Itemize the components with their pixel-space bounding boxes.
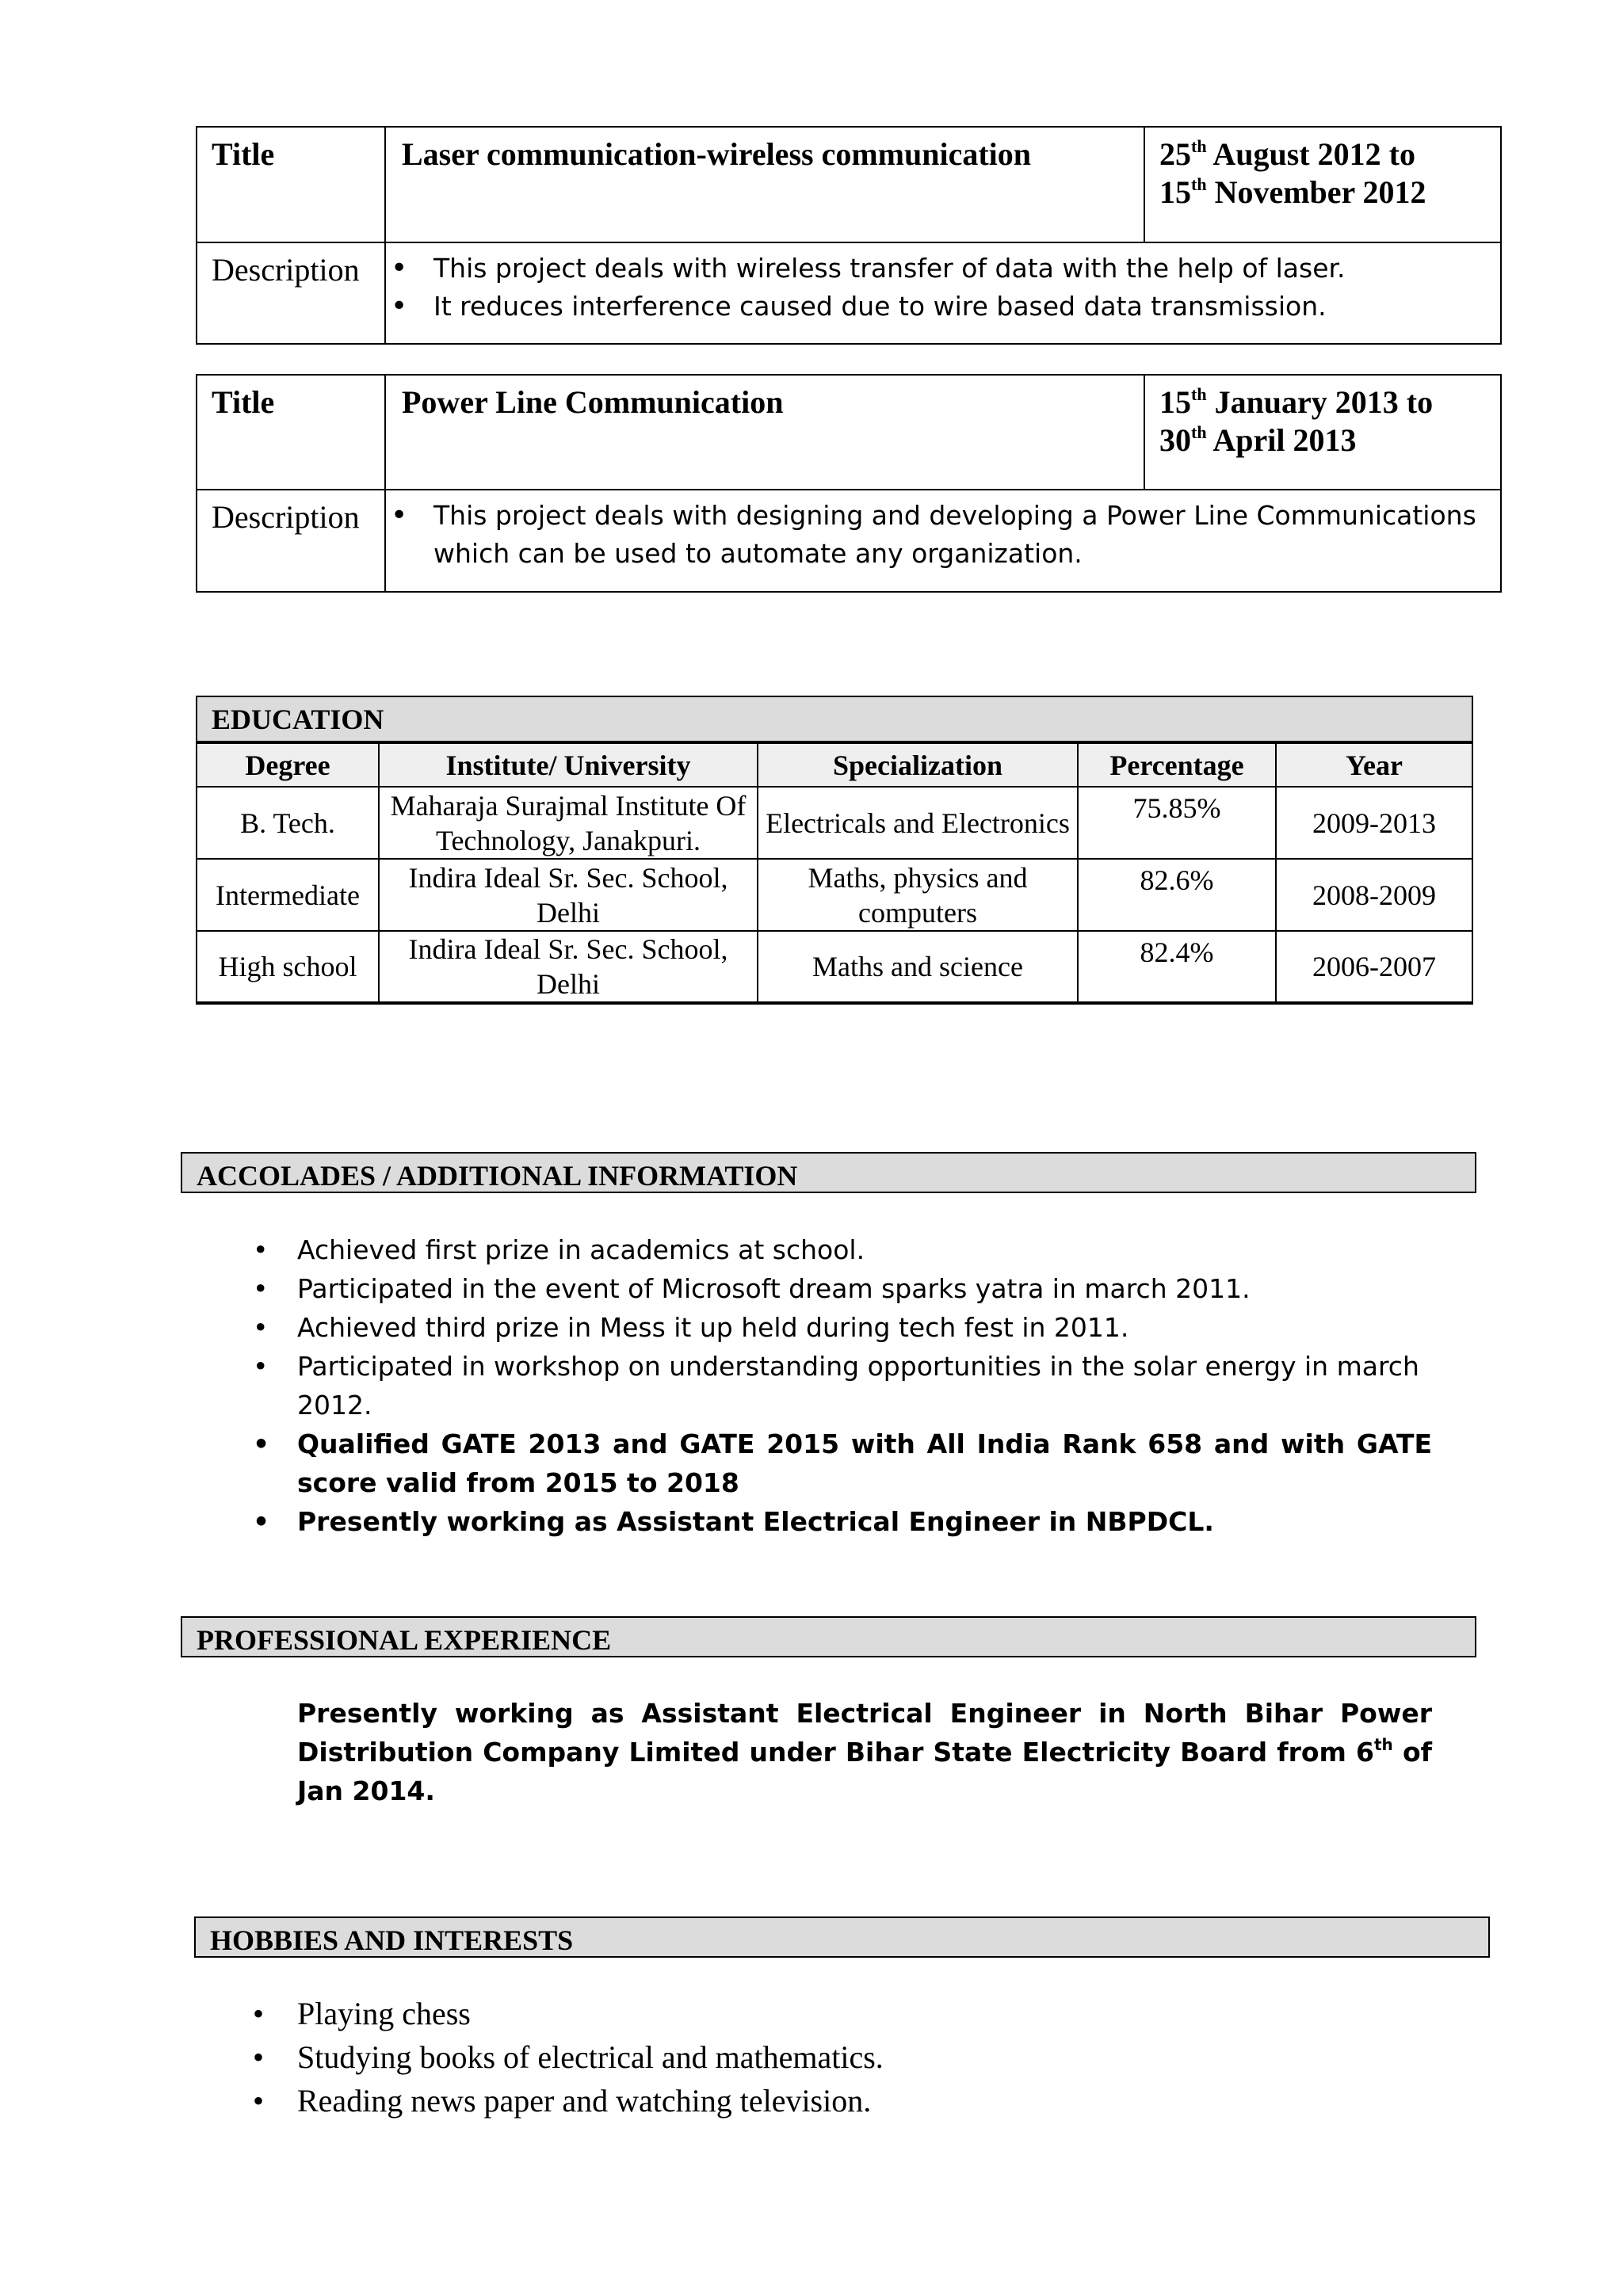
description-item: • This project deals with wireless transfer of data with the help of laser. (433, 250, 1500, 288)
institute-cell: Indira Ideal Sr. Sec. School, Delhi (379, 859, 758, 931)
description-item: • It reduces interference caused due to wire based data transmission. (433, 288, 1500, 326)
column-header: Institute/ University (379, 742, 758, 787)
education-heading: EDUCATION (197, 696, 1472, 742)
project-title: Laser communication-wireless communication (385, 127, 1144, 242)
list-item: • Playing chess (297, 1992, 1407, 2035)
project-description (385, 242, 1501, 344)
degree-cell: High school (197, 931, 379, 1003)
list-item: • Reading news paper and watching television. (297, 2079, 1407, 2122)
column-header: Percentage (1078, 742, 1276, 787)
accolades-list (297, 1230, 1432, 1541)
year-cell: 2006-2007 (1276, 931, 1472, 1003)
accolades-heading: ACCOLADES / ADDITIONAL INFORMATION (181, 1152, 1476, 1193)
degree-cell: B. Tech. (197, 787, 379, 859)
project-dates: 15th January 2013 to 30th April 2013 (1144, 375, 1501, 490)
project-table-1 (196, 126, 1502, 345)
project-description (385, 490, 1501, 592)
hobbies-list (297, 1992, 1407, 2122)
experience-text: Presently working as Assistant Electrical Engineer in North Bihar Power Distribution Company Limited under Bihar State Electricity Board from 6th of Jan 2014. (297, 1698, 1432, 1806)
year-cell: 2009-2013 (1276, 787, 1472, 859)
table-row (197, 931, 1472, 1003)
list-item: • Achieved first prize in academics at school. (297, 1230, 1432, 1269)
specialization-cell: Maths and science (758, 931, 1078, 1003)
project-title-label: Title (197, 127, 385, 242)
list-item: • Participated in the event of Microsoft dream sparks yatra in march 2011. (297, 1269, 1432, 1308)
percentage-cell: 75.85% (1078, 787, 1276, 859)
list-item: • Achieved third prize in Mess it up held during tech fest in 2011. (297, 1308, 1432, 1347)
list-item: • Studying books of electrical and mathematics. (297, 2035, 1407, 2079)
column-header: Specialization (758, 742, 1078, 787)
institute-cell: Maharaja Surajmal Institute Of Technology, Janakpuri. (379, 787, 758, 859)
table-row (197, 787, 1472, 859)
column-header: Year (1276, 742, 1472, 787)
table-row (197, 859, 1472, 931)
list-item: • Qualified GATE 2013 and GATE 2015 with All India Rank 658 and with GATE score valid from 2015 to 2018 (297, 1425, 1432, 1502)
education-table (196, 696, 1473, 1005)
project-title: Power Line Communication (385, 375, 1144, 490)
list-item: • Participated in workshop on understanding opportunities in the solar energy in march 2012. (297, 1347, 1432, 1425)
project-description-label: Description (197, 242, 385, 344)
project-dates: 25th August 2012 to 15th November 2012 (1144, 127, 1501, 242)
list-item: • Presently working as Assistant Electrical Engineer in NBPDCL. (297, 1502, 1432, 1541)
year-cell: 2008-2009 (1276, 859, 1472, 931)
experience-heading: PROFESSIONAL EXPERIENCE (181, 1616, 1476, 1657)
project-title-label: Title (197, 375, 385, 490)
project-description-label: Description (197, 490, 385, 592)
description-item: • This project deals with designing and developing a Power Line Communications which can be used to automate any organization. (433, 497, 1500, 573)
column-header: Degree (197, 742, 379, 787)
percentage-cell: 82.6% (1078, 859, 1276, 931)
specialization-cell: Maths, physics and computers (758, 859, 1078, 931)
percentage-cell: 82.4% (1078, 931, 1276, 1003)
project-table-2 (196, 374, 1502, 593)
institute-cell: Indira Ideal Sr. Sec. School, Delhi (379, 931, 758, 1003)
specialization-cell: Electricals and Electronics (758, 787, 1078, 859)
degree-cell: Intermediate (197, 859, 379, 931)
hobbies-heading: HOBBIES AND INTERESTS (194, 1917, 1490, 1958)
